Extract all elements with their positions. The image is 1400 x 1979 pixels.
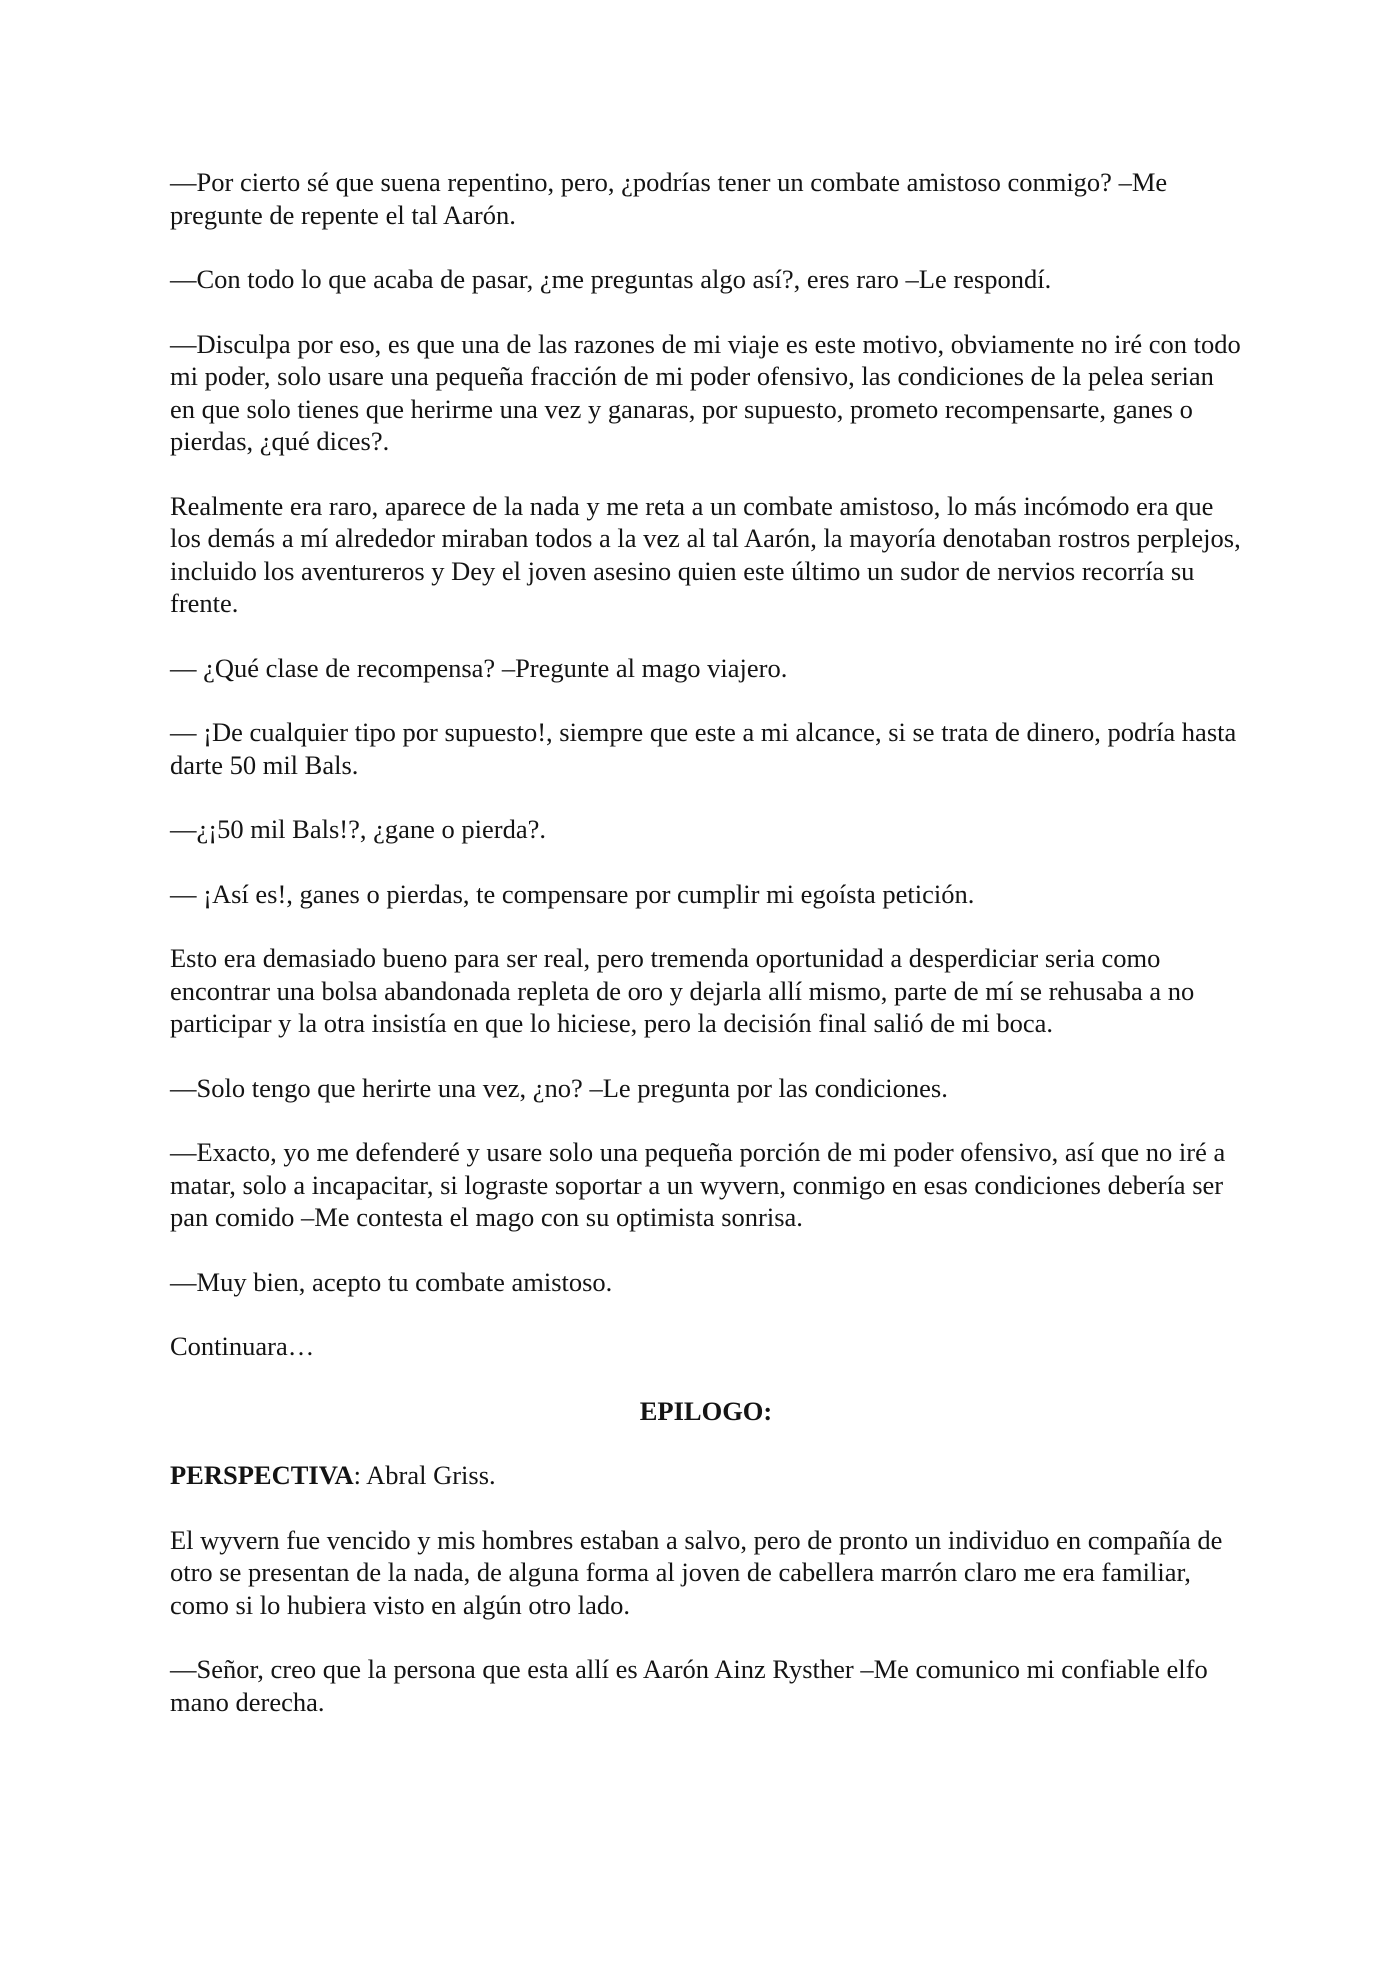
paragraph-2: —Con todo lo que acaba de pasar, ¿me preguntas algo así?, eres raro –Le respondí. [170,264,1052,294]
perspective-value: : Abral Griss. [353,1460,496,1490]
paragraph-10: —Solo tengo que herirte una vez, ¿no? –Le pregunta por las condiciones. [170,1072,948,1103]
epilogue-heading: EPILOGO: [639,1395,773,1426]
paragraph-7: —¿¡50 mil Bals!?, ¿gane o pierda?. [170,814,547,844]
paragraph-1: —Por cierto sé que suena repentino, pero, ¿podrías tener un combate amistoso conmigo? –Me pregunte de repente el tal Aarón. [170,167,1168,230]
perspective-label: PERSPECTIVA [170,1460,354,1490]
paragraph-3: —Disculpa por eso, es que una de las razones de mi viaje es este motivo, obviamente no iré con todo mi poder, solo usare una pequeña fracción de mi poder ofensivo, las condiciones de la pelea serian en que solo tienes que herirme una vez y ganaras, por supuesto, prometo recompensarte, ganes o pierdas, ¿qué dices?. [170,328,1241,456]
epilogue-paragraph-2: —Señor, creo que la persona que esta allí es Aarón Ainz Rysther –Me comunico mi confiable elfo mano derecha. [170,1654,1208,1717]
paragraph-4: Realmente era raro, aparece de la nada y me reta a un combate amistoso, lo más incómodo era que los demás a mí alrededor miraban todos a la vez al tal Aarón, la mayoría denotaban rostros perplejos, incluido los aventureros y Dey el joven asesino quien este último un sudor de nervios recorría su frente. [170,490,1241,618]
paragraph-9: Esto era demasiado bueno para ser real, pero tremenda oportunidad a desperdiciar seria como encontrar una bolsa abandonada repleta de oro y dejarla allí mismo, parte de mí se rehusaba a no participar y la otra insistía en que lo hiciese, pero la decisión final salió de mi boca. [170,943,1195,1038]
continuara-line: Continuara… [170,1331,315,1361]
paragraph-8: — ¡Así es!, ganes o pierdas, te compensare por cumplir mi egoísta petición. [170,878,975,909]
perspective-line [170,1459,1242,1492]
paragraph-5: — ¿Qué clase de recompensa? –Pregunte al mago viajero. [170,652,788,683]
paragraph-11: —Exacto, yo me defenderé y usare solo una pequeña porción de mi poder ofensivo, así que no iré a matar, solo a incapacitar, si lograste soportar a un wyvern, conmigo en esas condiciones debería ser pan comido –Me contesta el mago con su optimista sonrisa. [170,1137,1226,1232]
document-body [170,166,1242,1750]
paragraph-12: —Muy bien, acepto tu combate amistoso. [170,1266,613,1297]
paragraph-6: — ¡De cualquier tipo por supuesto!, siempre que este a mi alcance, si se trata de dinero, podría hasta darte 50 mil Bals. [170,717,1237,780]
epilogue-paragraph-1: El wyvern fue vencido y mis hombres estaban a salvo, pero de pronto un individuo en compañía de otro se presentan de la nada, de alguna forma al joven de cabellera marrón claro me era familiar, como si lo hubiera visto en algún otro lado. [170,1524,1223,1620]
